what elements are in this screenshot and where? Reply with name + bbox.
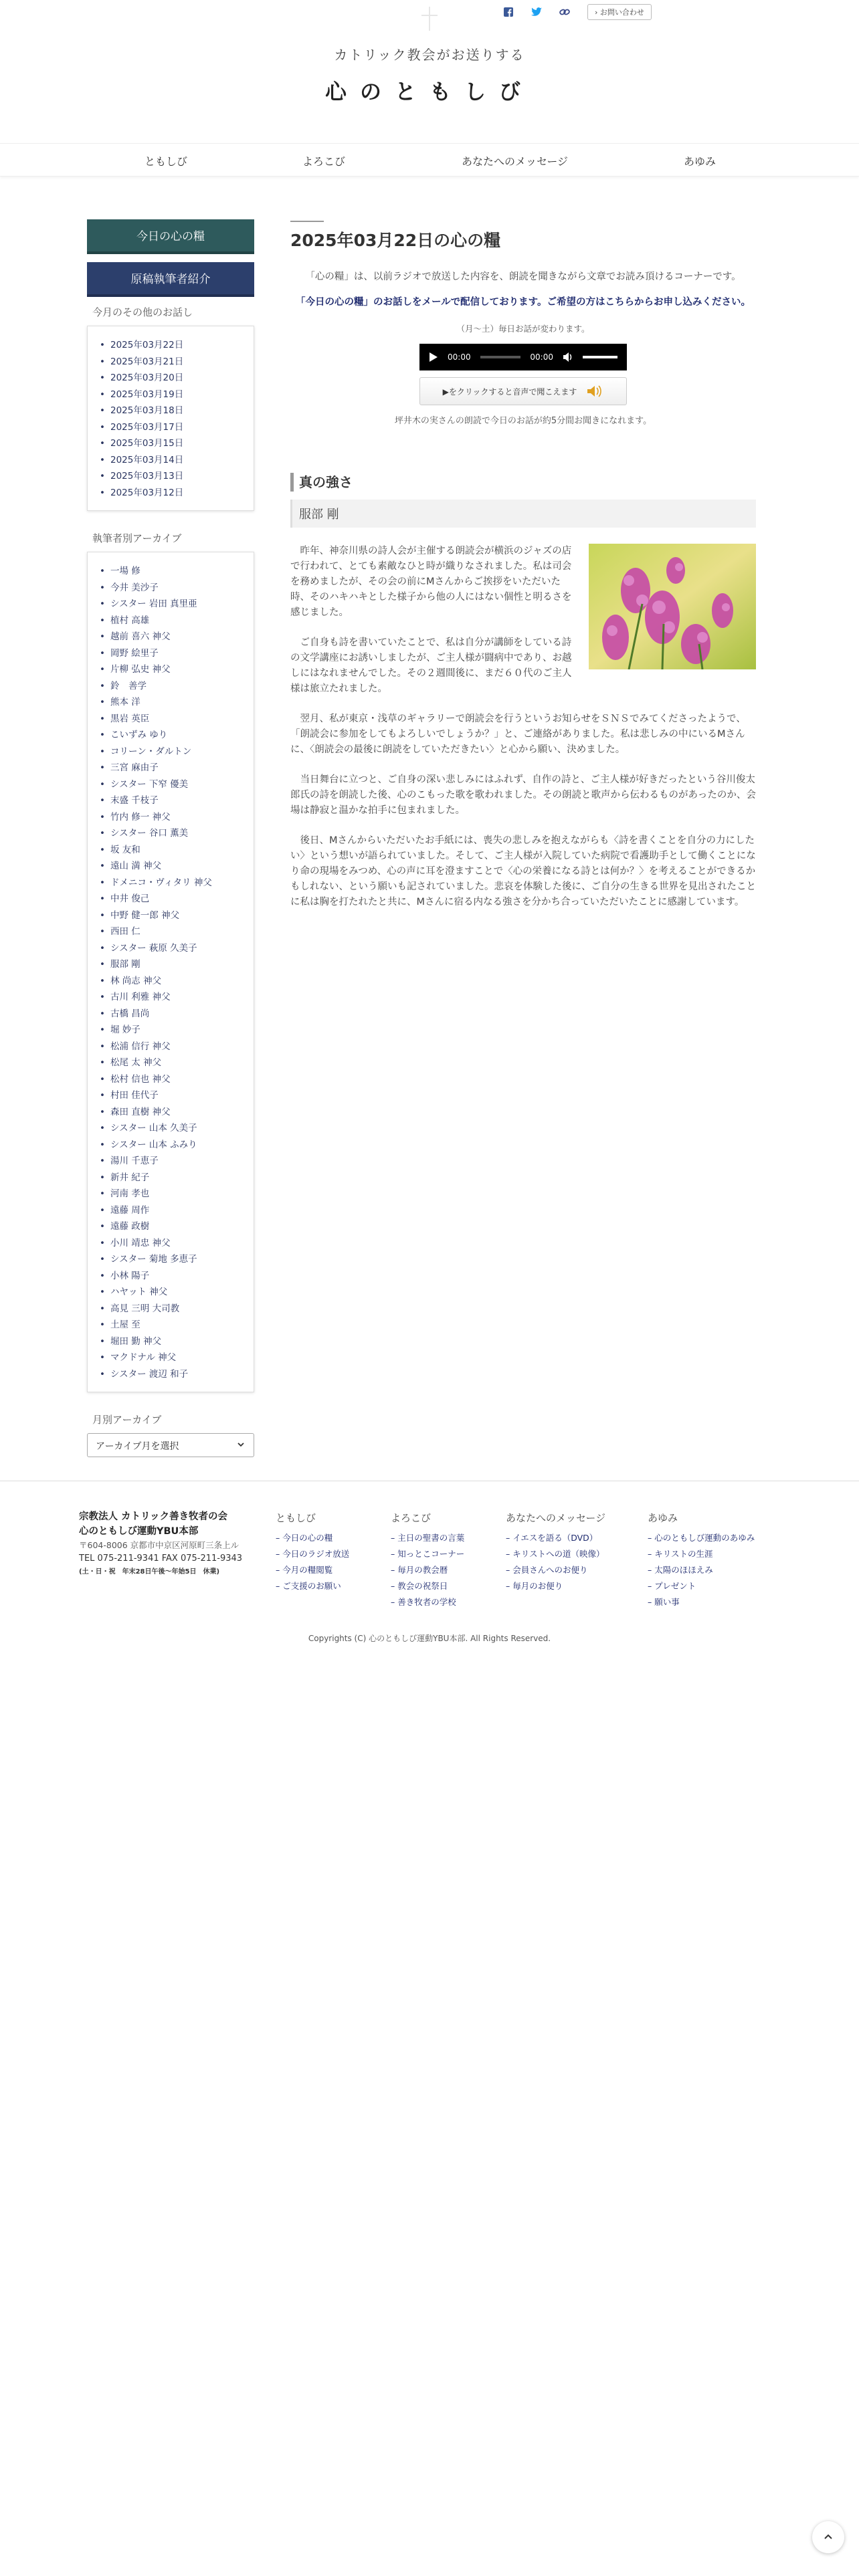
audio-player	[419, 344, 627, 370]
archive-select-label: アーカイブ月を選択	[96, 1441, 179, 1452]
intro-text: 「心の糧」は、以前ラジオで放送した内容を、朗読を聞きながら文章でお読み頂けるコーナーです。	[305, 272, 741, 282]
footer-link[interactable]: – 毎月の教会暦	[391, 1565, 448, 1575]
archive-month-select[interactable]	[87, 1433, 254, 1457]
nav-item-tomoshibi[interactable]: ともしび	[145, 155, 188, 168]
author-list-item[interactable]: • 植村 高雄	[100, 613, 247, 629]
footer-col-ayumi	[648, 1511, 755, 1610]
footer-link[interactable]: – 毎月のお便り	[506, 1581, 563, 1591]
site-tagline: カトリック教会がお送りする	[334, 47, 525, 63]
page-title: 2025年03月22日の心の糧	[290, 231, 501, 250]
author-list-item[interactable]: • 小林 陽子	[100, 1268, 247, 1285]
author-list-item[interactable]: • シスター 渡辺 和子	[100, 1366, 247, 1383]
duration-time: 00:00	[530, 352, 553, 362]
footer-link[interactable]: – 今日の心の糧	[276, 1533, 333, 1543]
author-list-item[interactable]: • 高見 三明 大司教	[100, 1301, 247, 1317]
footer-col-tomoshibi	[276, 1511, 349, 1594]
top-utility-bar	[503, 4, 652, 20]
author-list-item[interactable]: • 鈴 善学	[100, 678, 247, 695]
author-list-item[interactable]: • 堀田 勤 神父	[100, 1333, 247, 1350]
author-list-item[interactable]: • 一場 修	[100, 563, 247, 580]
org-subname: 心のともしび運動YBU本部	[79, 1526, 199, 1537]
author-archive-heading: 執筆者別アーカイブ	[92, 532, 182, 544]
author-list-item[interactable]: • 遠藤 政樹	[100, 1218, 247, 1235]
author-list-item[interactable]: • 村田 佳代子	[100, 1087, 247, 1104]
footer-link[interactable]: – イエスを語る（DVD）	[506, 1533, 598, 1543]
footer-link-list	[506, 1530, 605, 1594]
author-list-item[interactable]: • 古川 利雅 神父	[100, 989, 247, 1006]
date-list-item[interactable]: • 2025年03月12日	[100, 485, 247, 502]
author-list	[100, 563, 247, 1382]
author-list-item[interactable]: • 竹内 修一 神父	[100, 809, 247, 826]
footer-col-message	[506, 1511, 605, 1594]
author-list-item[interactable]: • 服部 剛	[100, 956, 247, 973]
sidebar	[87, 219, 254, 1457]
story-paragraph: 翌月、私が東京・浅草のギャラリーで朗読会を行うというお知らせをＳＮＳでみてくださったようで、「朗読会に参加をしてもよろしいでしょうか？」と、ご連絡がありました。私は悲しみの中にいるMさんに、〈朗読会の最後に朗読をしていただきたい〉と心から願い、決めました。	[290, 714, 746, 755]
author-list-item[interactable]: • 土屋 至	[100, 1317, 247, 1333]
author-list-item[interactable]: • 森田 直樹 神父	[100, 1104, 247, 1121]
footer-col-title: あゆみ	[648, 1512, 678, 1524]
author-list-item[interactable]: • 遠山 満 神父	[100, 858, 247, 875]
author-list-item[interactable]: • 末盛 千枝子	[100, 792, 247, 809]
story-paragraph: 昨年、神奈川県の詩人会が主催する朗読会が横浜のジャズの店で行われて、とても素敵なひと時が織りなされました。私は司会を務めましたが、その会の前にMさんからご挨拶をいただいた時、そのハキハキとした様子から他の人にはない個性と明るさを感じました。	[290, 546, 572, 618]
footer-link[interactable]: – 知っとこコーナー	[391, 1549, 465, 1559]
footer-link[interactable]: – 心のともしび運動のあゆみ	[648, 1533, 755, 1543]
story-author: 服部 剛	[290, 500, 756, 528]
nav-item-message[interactable]: あなたへのメッセージ	[462, 155, 569, 168]
footer-link[interactable]: – 会員さんへのお便り	[506, 1565, 588, 1575]
footer-link[interactable]: – キリストへの道（映像）	[506, 1549, 605, 1559]
author-list-item[interactable]: • 堀 妙子	[100, 1022, 247, 1039]
date-list-item[interactable]: • 2025年03月17日	[100, 419, 247, 436]
title-rule	[290, 221, 324, 222]
footer-link[interactable]: – 太陽のほほえみ	[648, 1565, 713, 1575]
speaker-icon	[586, 384, 603, 399]
audio-note: 坪井木の実さんの朗読で今日のお話が約5分間お聞きになれます。	[394, 416, 652, 426]
seek-bar[interactable]	[480, 356, 521, 358]
author-list-item[interactable]: • 湯川 千恵子	[100, 1153, 247, 1170]
footer-link[interactable]: – プレゼント	[648, 1581, 696, 1591]
date-list-item[interactable]: • 2025年03月13日	[100, 468, 247, 485]
org-info	[79, 1509, 260, 1579]
author-list-item[interactable]: • 片柳 弘史 神父	[100, 661, 247, 678]
author-list-item[interactable]: • 坂 友和	[100, 842, 247, 859]
cross-icon	[417, 7, 442, 31]
footer-link-list	[648, 1530, 755, 1610]
date-list-item[interactable]: • 2025年03月20日	[100, 370, 247, 387]
footer-link[interactable]: – 教会の祝祭日	[391, 1581, 448, 1591]
main-content	[290, 221, 756, 925]
author-list-item[interactable]: • シスター 谷口 薫美	[100, 825, 247, 842]
monthly-archive-heading: 月別アーカイブ	[92, 1414, 162, 1426]
author-list-item[interactable]: • シスター 山本 ふみり	[100, 1137, 247, 1154]
contact-label: お問い合わせ	[599, 8, 644, 17]
date-list-item[interactable]: • 2025年03月18日	[100, 403, 247, 419]
footer-link-list	[276, 1530, 349, 1594]
facebook-icon[interactable]	[503, 7, 514, 17]
author-list-item[interactable]: • 松村 信也 神父	[100, 1071, 247, 1088]
author-list-item[interactable]: • 遠藤 周作	[100, 1202, 247, 1219]
org-tel: TEL 075-211-9341 FAX 075-211-9343	[79, 1553, 243, 1564]
current-time: 00:00	[448, 352, 471, 362]
author-list-item[interactable]: • シスター 山本 久美子	[100, 1120, 247, 1137]
volume-slider[interactable]	[583, 356, 617, 358]
footer-col-title: ともしび	[276, 1512, 316, 1524]
footer-link[interactable]: – キリストの生涯	[648, 1549, 713, 1559]
org-name: 宗教法人 カトリック善き牧者の会	[79, 1511, 227, 1522]
author-list-item[interactable]: • 新井 紀子	[100, 1170, 247, 1186]
author-list-item[interactable]: • 越前 喜六 神父	[100, 629, 247, 645]
story-paragraph: 後日、Mさんからいただいたお手紙には、喪失の悲しみを抱えながらも〈詩を書くことを自分の力にしたい〉という想いが語られていました。そして、ご主人様が入院していた病院で看護助手として働くことになり命の現場をみつめ、心の声に耳を澄ますことで〈心の栄養になる詩とは何か？〉を考えることができるかもしれない、という願いも記されていました。悲哀を体験した後に、ご自分の生きる世界を見出されたことに私は胸を打たれたと共に、Mさんに宿る内なる強さを分かち合っていただいたことに感謝しています。	[290, 835, 756, 907]
author-list-item[interactable]: • ドメニコ・ヴィタリ 神父	[100, 875, 247, 891]
today-button[interactable]: 今日の心の糧	[87, 219, 254, 254]
date-list-item[interactable]: • 2025年03月19日	[100, 387, 247, 403]
author-list-item[interactable]: • 岡野 絵里子	[100, 645, 247, 662]
contact-button[interactable]	[587, 4, 652, 20]
story-body	[290, 544, 756, 910]
twitter-icon[interactable]	[531, 7, 542, 17]
back-to-top-button[interactable]	[812, 2521, 844, 2553]
footer-link[interactable]: – 善き牧者の学校	[391, 1597, 456, 1607]
author-list-item[interactable]: • ハヤット 神父	[100, 1284, 247, 1301]
footer-link[interactable]: – 主日の聖書の言葉	[391, 1533, 465, 1543]
author-list-item[interactable]: • シスター 菊地 多恵子	[100, 1251, 247, 1268]
footer-link[interactable]: – 今月の糧閲覧	[276, 1565, 333, 1575]
volume-icon[interactable]	[563, 352, 573, 362]
copyright: Copyrights (C) 心のともしび運動YBU本部. All Rights Reserved.	[308, 1634, 551, 1643]
chevron-down-icon	[236, 1440, 246, 1449]
author-list-item[interactable]: • 中野 健一郎 神父	[100, 907, 247, 924]
listen-audio-button[interactable]	[419, 377, 627, 405]
author-list-item[interactable]: • こいずみ ゆり	[100, 727, 247, 744]
flower-photo	[589, 544, 756, 669]
author-list-item[interactable]: • 三宮 麻由子	[100, 760, 247, 776]
story-paragraph: 当日舞台に立つと、ご自身の深い悲しみにはふれず、自作の詩と、ご主人様が好きだったという谷川俊太郎氏の詩を朗読した後、心のこもった歌を歌われました。その朗読と歌声から伝わるものがあったのか、会場は静寂と温かな拍手に包まれました。	[290, 774, 756, 816]
chevron-up-icon	[823, 2532, 834, 2543]
story-title: 真の強さ	[290, 473, 756, 492]
main-nav	[0, 143, 859, 177]
footer-col-yorokobi	[391, 1511, 464, 1610]
org-address: 〒604-8006 京都市中京区河原町三条上ル	[79, 1540, 240, 1550]
date-list-item[interactable]: • 2025年03月21日	[100, 354, 247, 370]
author-list-item[interactable]: • マクドナル 神父	[100, 1350, 247, 1366]
org-hours: (土・日・祝 年末28日午後〜年始5日 休業)	[79, 1568, 220, 1576]
footer-col-title: よろこび	[391, 1512, 432, 1524]
author-list-item[interactable]: • 松尾 太 神父	[100, 1055, 247, 1071]
author-list-item[interactable]: • 黒岩 英臣	[100, 711, 247, 728]
author-list-item[interactable]: • シスター 岩田 真里亜	[100, 596, 247, 613]
author-list-item[interactable]: • シスター 萩原 久美子	[100, 940, 247, 957]
other-stories-heading: 今月のその他のお話し	[92, 306, 193, 318]
author-list-item[interactable]: • 古橋 昌尚	[100, 1006, 247, 1023]
author-list-item[interactable]: • シスター 下窄 優美	[100, 776, 247, 793]
play-icon[interactable]	[429, 352, 438, 362]
footer-link-list	[391, 1530, 464, 1610]
date-list-item[interactable]: • 2025年03月14日	[100, 452, 247, 469]
story-paragraph: ご自身も詩を書いていたことで、私は自分が講師をしている詩の文学講座にお誘いしましたが、ご主人様が闘病中であり、お越しにはなれませんでした。その２週間後に、まだ６０代のご主人様は旅立たれました。	[290, 637, 572, 694]
mail-subscribe-link[interactable]: 「今日の心の糧」のお話しをメールで配信しております。ご希望の方はこちらからお申し込みください。	[295, 297, 751, 308]
author-list-item[interactable]: • コリーン・ダルトン	[100, 744, 247, 760]
author-list-item[interactable]: • 西田 仁	[100, 924, 247, 940]
footer-link[interactable]: – 今日のラジオ放送	[276, 1549, 350, 1559]
author-list-item[interactable]: • 中井 俊己	[100, 891, 247, 907]
chevron-right-icon: ›	[595, 8, 600, 17]
authors-button[interactable]: 原稿執筆者紹介	[87, 262, 254, 297]
footer-link[interactable]: – 願い事	[648, 1597, 680, 1607]
schedule-note: （月〜土）毎日お話が変わります。	[456, 324, 590, 334]
footer-col-title: あなたへのメッセージ	[506, 1512, 606, 1524]
author-list-item[interactable]: • 河南 孝也	[100, 1186, 247, 1202]
author-list-item[interactable]: • 熊本 洋	[100, 694, 247, 711]
date-list-box	[87, 326, 254, 511]
date-list	[100, 337, 247, 501]
link-icon[interactable]	[559, 7, 570, 17]
nav-item-ayumi[interactable]: あゆみ	[684, 155, 717, 168]
author-list-item[interactable]: • 松浦 信行 神父	[100, 1039, 247, 1055]
author-list-item[interactable]: • 小川 靖忠 神父	[100, 1235, 247, 1252]
site-title[interactable]: 心のともしび	[324, 79, 534, 104]
author-list-box	[87, 552, 254, 1392]
audio-button-label: ▶をクリックすると音声で聞こえます	[442, 387, 577, 397]
footer-link[interactable]: – ご支援のお願い	[276, 1581, 341, 1591]
author-list-item[interactable]: • 今井 美沙子	[100, 580, 247, 597]
author-list-item[interactable]: • 林 尚志 神父	[100, 973, 247, 990]
date-list-item[interactable]: • 2025年03月22日	[100, 337, 247, 354]
nav-item-yorokobi[interactable]: よろこび	[302, 155, 346, 168]
date-list-item[interactable]: • 2025年03月15日	[100, 435, 247, 452]
